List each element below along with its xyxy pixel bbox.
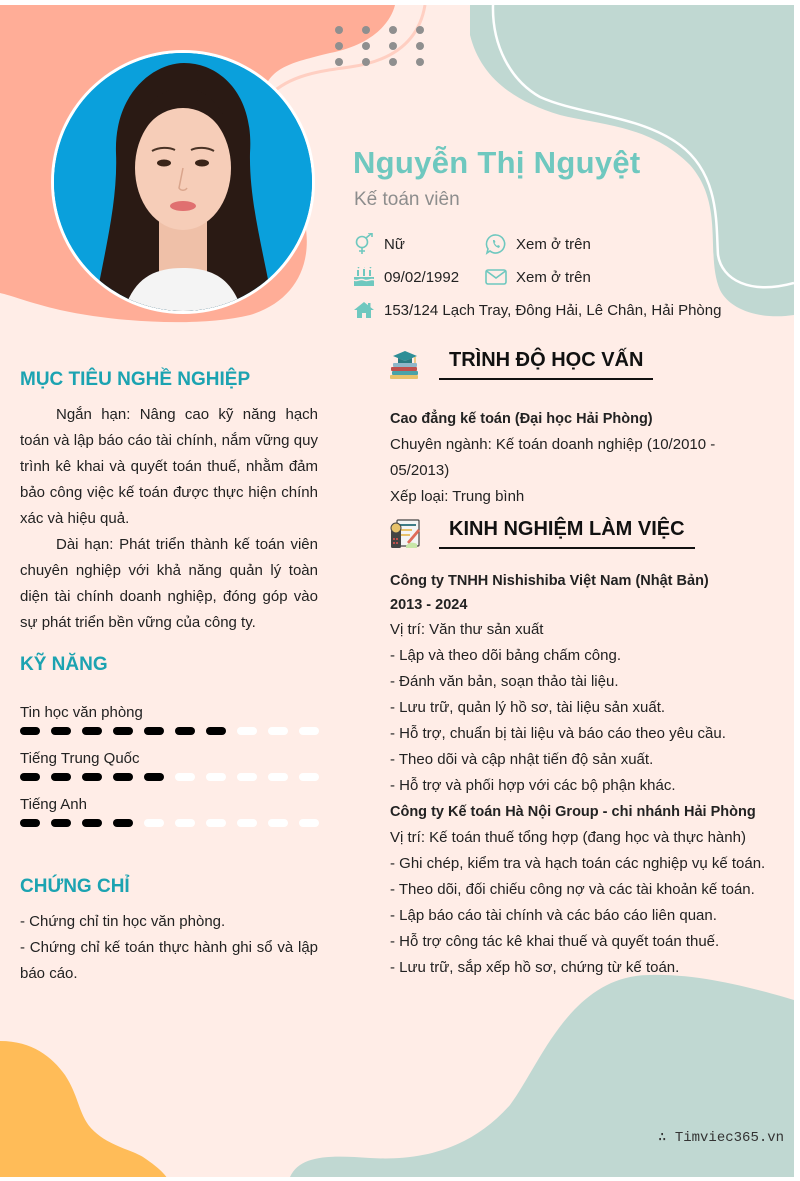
job-task: - Hỗ trợ, chuẩn bị tài liệu và báo cáo theo yêu cầu.	[390, 725, 726, 742]
gender-icon	[353, 233, 375, 255]
job-task: - Lưu trữ, sắp xếp hồ sơ, chứng từ kế toán.	[390, 959, 680, 976]
job-task: - Hỗ trợ công tác kê khai thuế và quyết toán thuế.	[390, 933, 720, 950]
objective-long-term: Dài hạn: Phát triển thành kế toán viên chuyên nghiệp với khả năng quản lý toàn diện tài chính doanh nghiệp, đóng góp vào sự phát triển bền vững của công ty.	[20, 536, 318, 631]
accounting-document-icon	[389, 518, 423, 552]
home-icon	[353, 299, 375, 321]
job-task: - Đánh văn bản, soạn thảo tài liệu.	[390, 673, 619, 690]
job-title: Kế toán viên	[354, 189, 460, 210]
skill-label: Tiếng Anh	[20, 796, 87, 813]
info-address	[353, 299, 721, 321]
certificates-list	[20, 909, 318, 987]
info-phone	[485, 233, 591, 255]
skill-rating-bar	[20, 727, 330, 735]
job-task: - Ghi chép, kiểm tra và hạch toán các nghiệp vụ kế toán.	[390, 855, 766, 872]
skills-title: KỸ NĂNG	[20, 654, 108, 675]
job-company: Công ty Kế toán Hà Nội Group - chi nhánh Hải Phòng	[390, 804, 756, 820]
graduation-books-icon	[389, 349, 423, 383]
experience-title: KINH NGHIỆM LÀM VIỆC	[439, 518, 695, 549]
whatsapp-icon	[485, 233, 507, 255]
education-school: Cao đẳng kế toán (Đại học Hải Phòng)	[390, 411, 653, 427]
objective-short-term: Ngắn hạn: Nâng cao kỹ năng hạch toán và lập báo cáo tài chính, nắm vững quy trình kê khai và quyết toán thuế, nhằm đảm bảo công việc kế toán được thực hiện chính xác và hiệu quả.	[20, 406, 318, 527]
candidate-name: Nguyễn Thị Nguyệt	[353, 145, 641, 180]
skill-label: Tin học văn phòng	[20, 704, 143, 721]
job-task: - Lập báo cáo tài chính và các báo cáo liên quan.	[390, 907, 717, 924]
address-value: 153/124 Lạch Tray, Đông Hải, Lê Chân, Hải Phòng	[384, 301, 722, 319]
email-value[interactable]: Xem ở trên	[516, 268, 591, 286]
skill-label: Tiếng Trung Quốc	[20, 750, 140, 767]
objective-text	[20, 402, 318, 636]
info-email	[485, 266, 591, 288]
education-grade: Xếp loại: Trung bình	[390, 488, 525, 505]
info-birthday	[353, 266, 459, 288]
job-company: Công ty TNHH Nishishiba Việt Nam (Nhật Bản)	[390, 573, 709, 589]
skill-rating-bar	[20, 773, 330, 781]
skill-rating-bar	[20, 819, 330, 827]
job-position: Vị trí: Kế toán thuế tổng hợp (đang học và thực hành)	[390, 829, 746, 846]
info-gender	[353, 233, 405, 255]
job-task: - Lập và theo dõi bảng chấm công.	[390, 647, 621, 664]
education-title: TRÌNH ĐỘ HỌC VẤN	[439, 349, 653, 380]
envelope-icon	[485, 266, 507, 288]
education-header	[389, 349, 653, 383]
cv-page	[0, 5, 794, 1177]
certificate-item: - Chứng chỉ tin học văn phòng.	[20, 913, 226, 930]
job-task: - Theo dõi, đối chiếu công nợ và các tài khoản kế toán.	[390, 881, 755, 898]
job-period: 2013 - 2024	[390, 597, 468, 613]
profile-photo-frame	[51, 50, 315, 314]
job-task: - Lưu trữ, quản lý hồ sơ, tài liệu sản xuất.	[390, 699, 666, 716]
objective-title: MỤC TIÊU NGHỀ NGHIỆP	[20, 369, 251, 390]
education-major: Chuyên ngành: Kế toán doanh nghiệp (10/2010 - 05/2013)	[390, 436, 716, 479]
profile-photo	[54, 53, 312, 311]
gender-value: Nữ	[384, 235, 405, 253]
education-body	[390, 406, 770, 510]
watermark: ∴ Timviec365.vn	[658, 1130, 785, 1146]
birthday-value: 09/02/1992	[384, 268, 460, 286]
job-task: - Hỗ trợ và phối hợp với các bộ phận khác.	[390, 777, 676, 794]
experience-body	[390, 569, 790, 981]
certificate-item: - Chứng chỉ kế toán thực hành ghi sổ và lập báo cáo.	[20, 939, 318, 982]
phone-value[interactable]: Xem ở trên	[516, 235, 591, 253]
job-position: Vị trí: Văn thư sản xuất	[390, 621, 544, 638]
certificates-title: CHỨNG CHỈ	[20, 876, 130, 897]
birthday-cake-icon	[353, 266, 375, 288]
portrait-illustration	[54, 53, 312, 311]
experience-header	[389, 518, 695, 552]
job-task: - Theo dõi và cập nhật tiến độ sản xuất.	[390, 751, 654, 768]
